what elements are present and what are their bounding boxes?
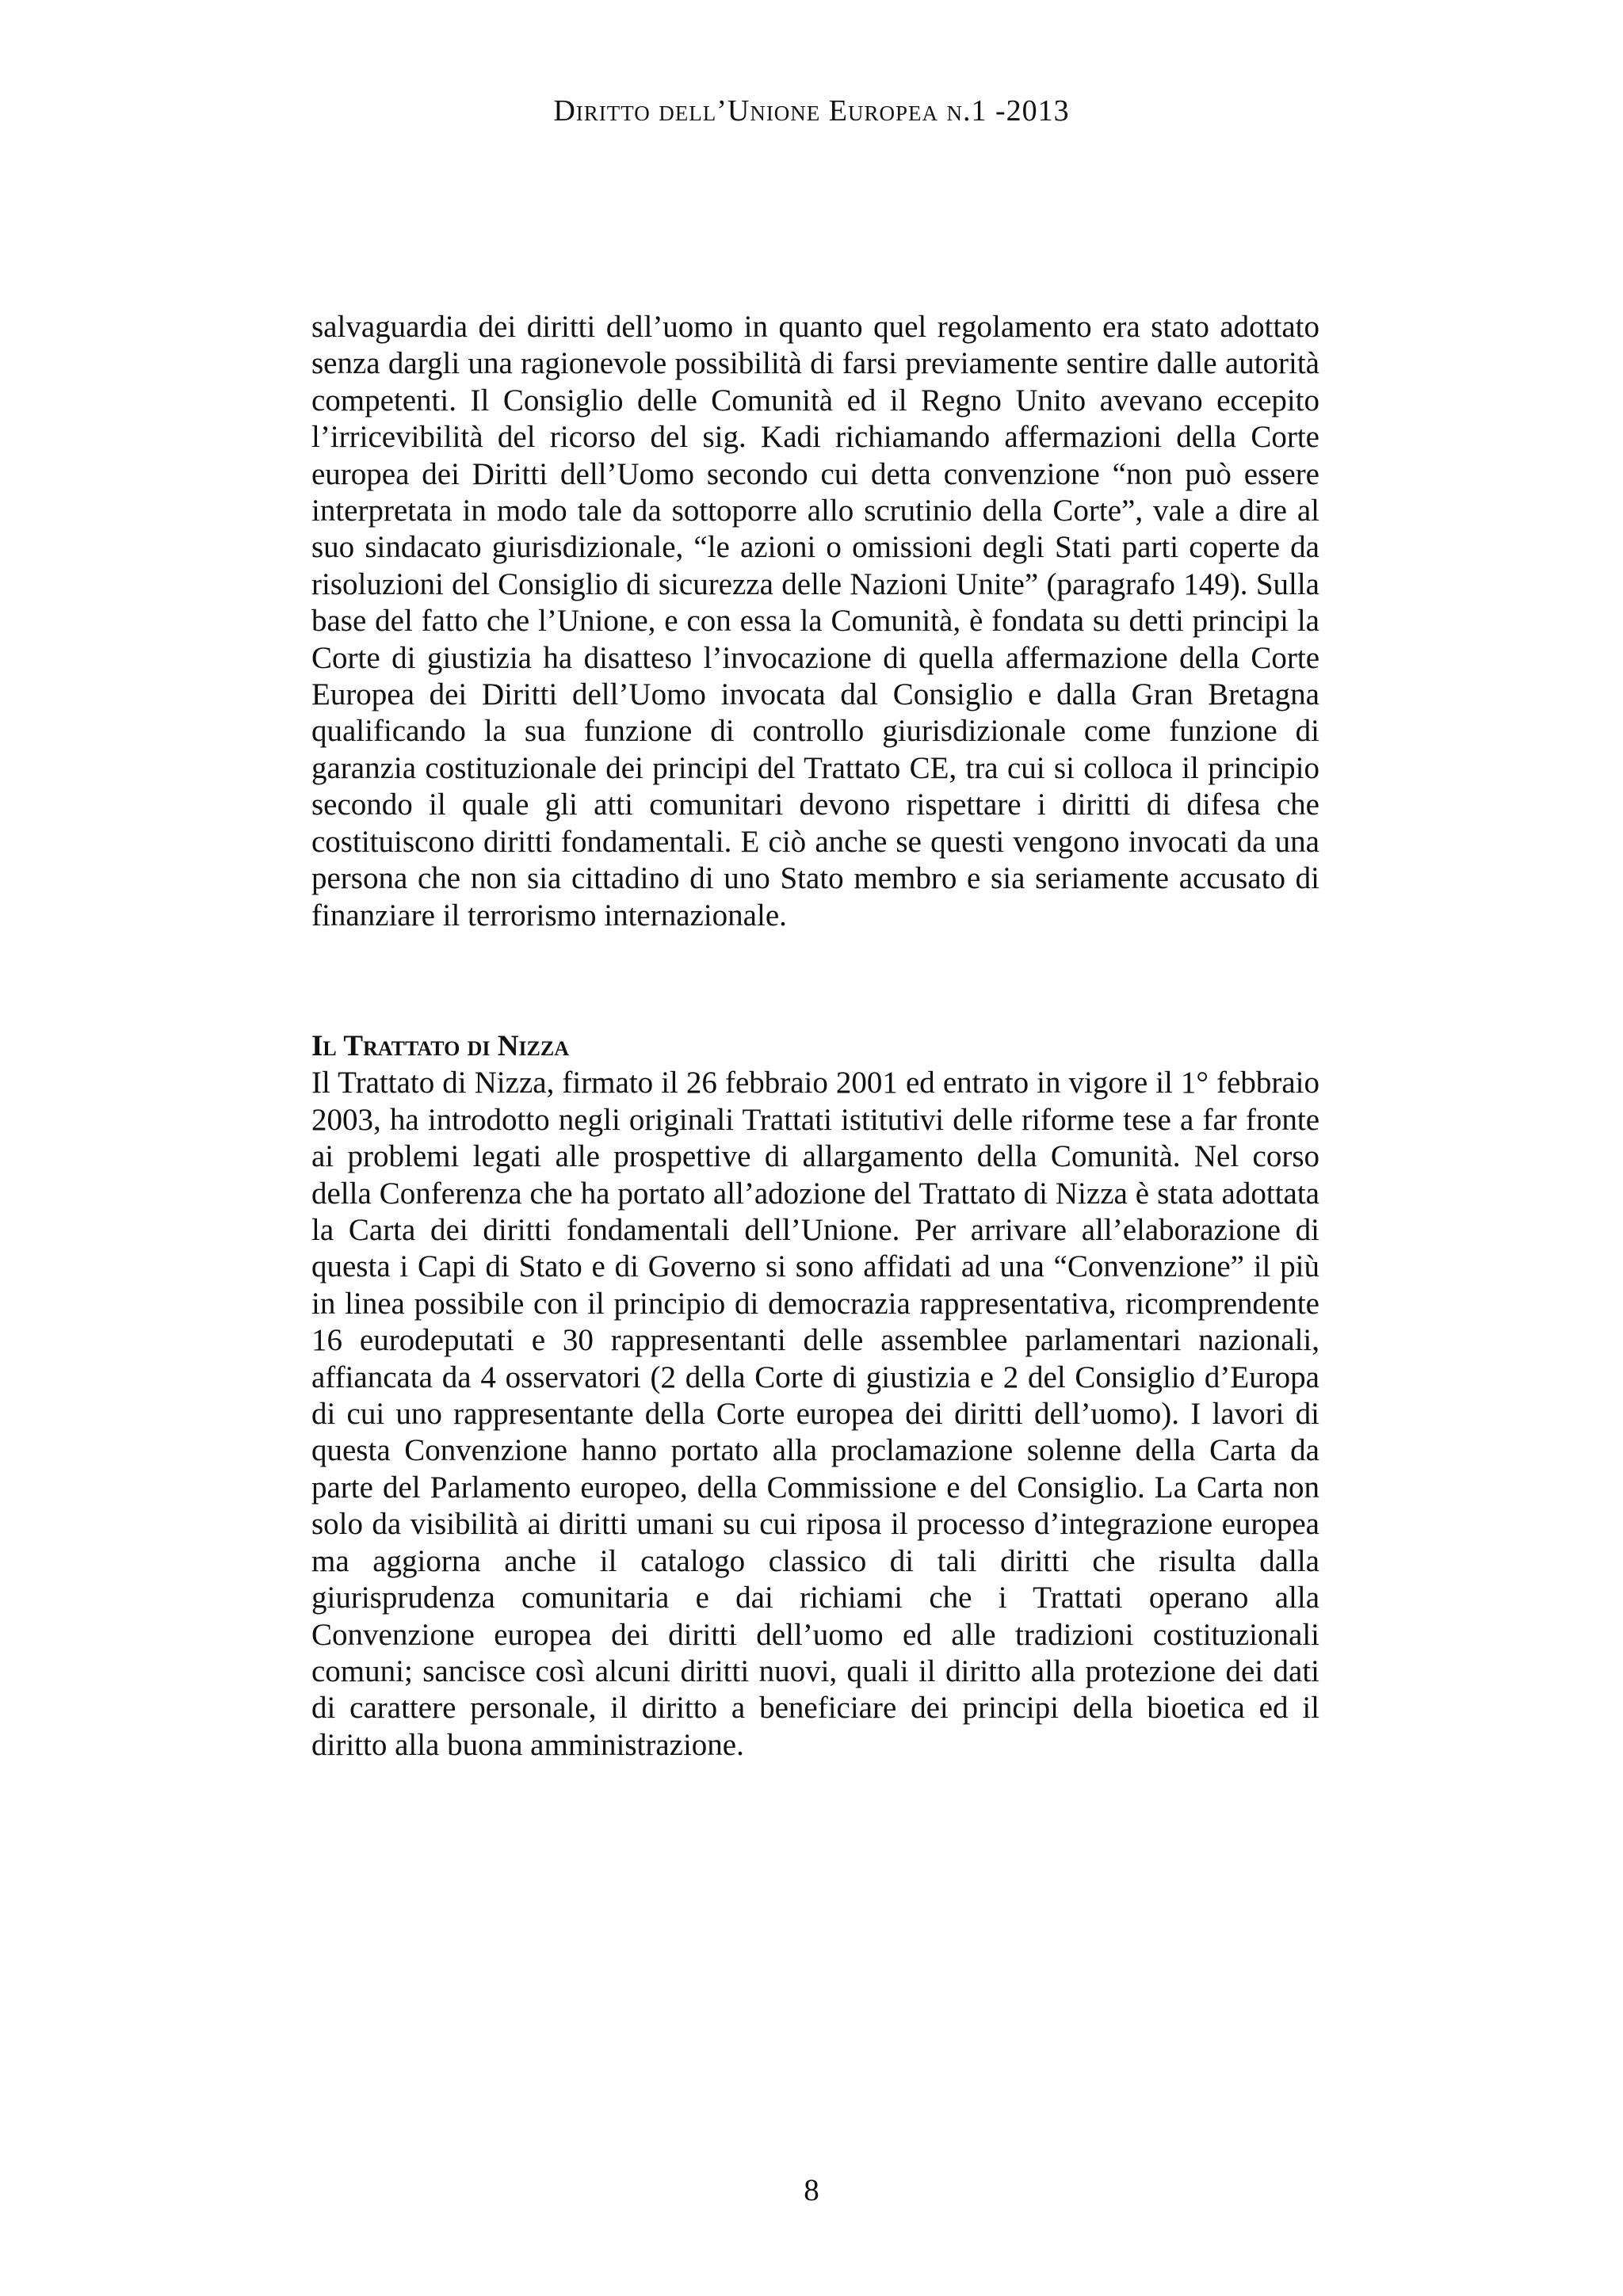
body-text-top [311, 309, 1319, 934]
page-number: 8 [804, 2173, 819, 2207]
paragraph-kadi: salvaguardia dei diritti dell’uomo in quanto quel regolamento era stato adottato senza dargli una ragionevole possibilità di farsi previamente sentire dalle autorità competenti. Il Consiglio delle Comunità ed il Regno Unito avevano eccepito l’irricevibilità del ricorso del sig. Kadi richiamando affermazioni della Corte europea dei Diritti dell’Uomo secondo cui detta convenzione “non può essere interpretata in modo tale da sottoporre allo scrutinio della Corte”, vale a dire al suo sindacato giurisdizionale, “le azioni o omissioni degli Stati parti coperte da risoluzioni del Consiglio di sicurezza delle Nazioni Unite” (paragrafo 149). Sulla base del fatto che l’Unione, e con essa la Comunità, è fondata su detti principi la Corte di giustizia ha disatteso l’invocazione di quella affermazione della Corte Europea dei Diritti dell’Uomo invocata dal Consiglio e dalla Gran Bretagna qualificando la sua funzione di controllo giurisdizionale come funzione di garanzia costituzionale dei principi del Trattato CE, tra cui si colloca il principio secondo il quale gli atti comunitari devono rispettare i diritti di difesa che costituiscono diritti fondamentali. E ciò anche se questi vengono invocati da una persona che non sia cittadino di uno Stato membro e sia seriamente accusato di finanziare il terrorismo internazionale. [311, 310, 1319, 933]
section-nizza [311, 1028, 1319, 1764]
section-heading: Il Trattato di Nizza [311, 1030, 570, 1062]
paragraph-nizza: Il Trattato di Nizza, firmato il 26 febbraio 2001 ed entrato in vigore il 1° febbraio 2003, ha introdotto negli originali Trattati istitutivi delle riforme tese a far fronte ai problemi legati alle prospettive di allargamento della Comunità. Nel corso della Conferenza che ha portato all’adozione del Trattato di Nizza è stata adottata la Carta dei diritti fondamentali dell’Unione. Per arrivare all’elaborazione di questa i Capi di Stato e di Governo si sono affidati ad una “Convenzione” il più in linea possibile con il principio di democrazia rappresentativa, ricomprendente 16 eurodeputati e 30 rappresentanti delle assemblee parlamentari nazionali, affiancata da 4 osservatori (2 della Corte di giustizia e 2 del Consiglio d’Europa di cui uno rappresentante della Corte europea dei diritti dell’uomo). I lavori di questa Convenzione hanno portato alla proclamazione solenne della Carta da parte del Parlamento europeo, della Commissione e del Consiglio. La Carta non solo da visibilità ai diritti umani su cui riposa il processo d’integrazione europea ma aggiorna anche il catalogo classico di tali diritti che risulta dalla giurisprudenza comunitaria e dai richiami che i Trattati operano alla Convenzione europea dei diritti dell’uomo ed alle tradizioni costituzionali comuni; sancisce così alcuni diritti nuovi, quali il diritto alla protezione dei dati di carattere personale, il diritto a beneficiare dei principi della bioetica ed il diritto alla buona amministrazione. [311, 1066, 1319, 1762]
running-header: Diritto dell’Unione Europea n.1 -2013 [553, 94, 1070, 128]
